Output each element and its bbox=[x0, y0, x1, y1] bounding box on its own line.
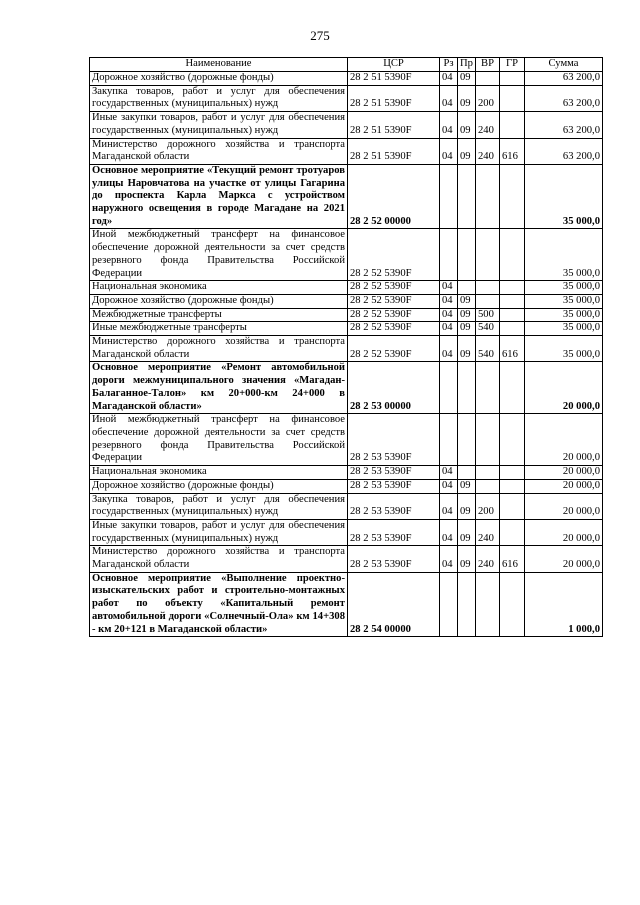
cell-pr bbox=[458, 414, 476, 466]
cell-vr: 240 bbox=[476, 546, 500, 572]
cell-gr bbox=[500, 294, 525, 308]
cell-pr bbox=[458, 466, 476, 480]
cell-pr: 09 bbox=[458, 85, 476, 111]
cell-vr bbox=[476, 281, 500, 295]
cell-rz: 04 bbox=[440, 493, 458, 519]
cell-rz bbox=[440, 414, 458, 466]
cell-vr: 540 bbox=[476, 322, 500, 336]
cell-csr: 28 2 52 5390F bbox=[348, 281, 440, 295]
cell-gr bbox=[500, 112, 525, 138]
cell-sum: 20 000,0 bbox=[525, 546, 603, 572]
table-row bbox=[90, 112, 603, 138]
cell-pr: 09 bbox=[458, 138, 476, 164]
cell-sum: 63 200,0 bbox=[525, 138, 603, 164]
table-row bbox=[90, 308, 603, 322]
cell-name: Иной межбюджетный трансферт на финансовое обеспечение дорожной деятельности за счет средств резервного фонда Правительства Российской Федерации bbox=[90, 229, 348, 281]
cell-sum: 20 000,0 bbox=[525, 493, 603, 519]
cell-vr bbox=[476, 572, 500, 637]
cell-pr: 09 bbox=[458, 493, 476, 519]
cell-gr: 616 bbox=[500, 336, 525, 362]
cell-gr bbox=[500, 164, 525, 229]
cell-name: Основное мероприятие «Текущий ремонт тротуаров улицы Наровчатова на участке от улицы Гагарина до проспекта Карла Маркса с устройством наружного освещения в городе Магадане на 2021 год» bbox=[90, 164, 348, 229]
cell-gr bbox=[500, 72, 525, 86]
cell-vr: 540 bbox=[476, 336, 500, 362]
cell-csr: 28 2 53 5390F bbox=[348, 479, 440, 493]
cell-sum: 35 000,0 bbox=[525, 229, 603, 281]
cell-name: Дорожное хозяйство (дорожные фонды) bbox=[90, 479, 348, 493]
cell-sum: 35 000,0 bbox=[525, 308, 603, 322]
cell-csr: 28 2 51 5390F bbox=[348, 112, 440, 138]
table-body bbox=[90, 72, 603, 637]
cell-csr: 28 2 51 5390F bbox=[348, 72, 440, 86]
cell-gr bbox=[500, 322, 525, 336]
cell-vr bbox=[476, 294, 500, 308]
cell-gr bbox=[500, 229, 525, 281]
cell-rz: 04 bbox=[440, 479, 458, 493]
cell-rz: 04 bbox=[440, 112, 458, 138]
cell-pr: 09 bbox=[458, 546, 476, 572]
cell-name: Министерство дорожного хозяйства и транспорта Магаданской области bbox=[90, 138, 348, 164]
cell-name: Межбюджетные трансферты bbox=[90, 308, 348, 322]
table-row bbox=[90, 138, 603, 164]
cell-sum: 20 000,0 bbox=[525, 414, 603, 466]
cell-sum: 20 000,0 bbox=[525, 519, 603, 545]
cell-rz: 04 bbox=[440, 72, 458, 86]
cell-pr: 09 bbox=[458, 294, 476, 308]
cell-csr: 28 2 52 5390F bbox=[348, 308, 440, 322]
cell-gr bbox=[500, 85, 525, 111]
cell-name: Закупка товаров, работ и услуг для обеспечения государственных (муниципальных) нужд bbox=[90, 85, 348, 111]
table-row bbox=[90, 322, 603, 336]
cell-name: Закупка товаров, работ и услуг для обеспечения государственных (муниципальных) нужд bbox=[90, 493, 348, 519]
cell-rz: 04 bbox=[440, 294, 458, 308]
cell-name: Иной межбюджетный трансферт на финансовое обеспечение дорожной деятельности за счет средств резервного фонда Правительства Российской Федерации bbox=[90, 414, 348, 466]
cell-sum: 35 000,0 bbox=[525, 294, 603, 308]
cell-gr bbox=[500, 466, 525, 480]
cell-sum: 20 000,0 bbox=[525, 479, 603, 493]
cell-gr bbox=[500, 281, 525, 295]
cell-vr: 200 bbox=[476, 493, 500, 519]
cell-rz bbox=[440, 229, 458, 281]
header-gr: ГР bbox=[500, 58, 525, 72]
cell-name: Дорожное хозяйство (дорожные фонды) bbox=[90, 72, 348, 86]
cell-vr bbox=[476, 229, 500, 281]
cell-rz bbox=[440, 164, 458, 229]
cell-name: Основное мероприятие «Выполнение проектно-изыскательских работ и строительно-монтажных работ по объекту «Капитальный ремонт автомобильной дороги «Солнечный-Ола» км 14+308 - км 20+121 в Магаданской области» bbox=[90, 572, 348, 637]
cell-pr bbox=[458, 164, 476, 229]
cell-pr bbox=[458, 229, 476, 281]
cell-sum: 63 200,0 bbox=[525, 85, 603, 111]
cell-gr bbox=[500, 493, 525, 519]
cell-csr: 28 2 52 5390F bbox=[348, 294, 440, 308]
table-header-row bbox=[90, 58, 603, 72]
table-row bbox=[90, 546, 603, 572]
cell-pr bbox=[458, 362, 476, 414]
cell-name: Национальная экономика bbox=[90, 281, 348, 295]
cell-pr: 09 bbox=[458, 112, 476, 138]
cell-pr: 09 bbox=[458, 479, 476, 493]
cell-vr bbox=[476, 414, 500, 466]
cell-rz: 04 bbox=[440, 336, 458, 362]
table-row bbox=[90, 229, 603, 281]
cell-rz: 04 bbox=[440, 308, 458, 322]
table-row bbox=[90, 493, 603, 519]
header-name: Наименование bbox=[90, 58, 348, 72]
cell-gr: 616 bbox=[500, 138, 525, 164]
budget-table bbox=[89, 57, 603, 637]
cell-rz: 04 bbox=[440, 281, 458, 295]
cell-sum: 20 000,0 bbox=[525, 466, 603, 480]
cell-sum: 63 200,0 bbox=[525, 72, 603, 86]
cell-rz: 04 bbox=[440, 466, 458, 480]
cell-rz: 04 bbox=[440, 519, 458, 545]
header-rz: Рз bbox=[440, 58, 458, 72]
table-row bbox=[90, 479, 603, 493]
cell-vr bbox=[476, 362, 500, 414]
cell-sum: 35 000,0 bbox=[525, 322, 603, 336]
cell-name: Иные закупки товаров, работ и услуг для обеспечения государственных (муниципальных) нужд bbox=[90, 519, 348, 545]
table-row bbox=[90, 72, 603, 86]
cell-name: Дорожное хозяйство (дорожные фонды) bbox=[90, 294, 348, 308]
table-row bbox=[90, 294, 603, 308]
cell-name: Иные межбюджетные трансферты bbox=[90, 322, 348, 336]
cell-pr: 09 bbox=[458, 519, 476, 545]
cell-vr: 200 bbox=[476, 85, 500, 111]
cell-csr: 28 2 53 5390F bbox=[348, 519, 440, 545]
table-row bbox=[90, 519, 603, 545]
cell-vr bbox=[476, 164, 500, 229]
cell-vr: 240 bbox=[476, 519, 500, 545]
cell-sum: 35 000,0 bbox=[525, 164, 603, 229]
cell-gr bbox=[500, 519, 525, 545]
table-row bbox=[90, 466, 603, 480]
cell-pr: 09 bbox=[458, 336, 476, 362]
cell-csr: 28 2 54 00000 bbox=[348, 572, 440, 637]
cell-csr: 28 2 53 5390F bbox=[348, 546, 440, 572]
cell-csr: 28 2 52 5390F bbox=[348, 229, 440, 281]
cell-csr: 28 2 52 5390F bbox=[348, 322, 440, 336]
page-number: 275 bbox=[310, 28, 330, 43]
table-row bbox=[90, 414, 603, 466]
cell-pr bbox=[458, 281, 476, 295]
cell-gr bbox=[500, 362, 525, 414]
cell-pr: 09 bbox=[458, 72, 476, 86]
cell-rz: 04 bbox=[440, 322, 458, 336]
table-row bbox=[90, 572, 603, 637]
cell-pr: 09 bbox=[458, 308, 476, 322]
cell-rz: 04 bbox=[440, 85, 458, 111]
cell-gr bbox=[500, 572, 525, 637]
table-row bbox=[90, 362, 603, 414]
cell-pr: 09 bbox=[458, 322, 476, 336]
cell-sum: 20 000,0 bbox=[525, 362, 603, 414]
cell-name: Министерство дорожного хозяйства и транспорта Магаданской области bbox=[90, 336, 348, 362]
cell-csr: 28 2 53 5390F bbox=[348, 493, 440, 519]
cell-gr bbox=[500, 479, 525, 493]
cell-name: Основное мероприятие «Ремонт автомобильной дороги межмуниципального значения «Магадан-Балаганное-Талон» км 20+000-км 24+000 в Магаданской области» bbox=[90, 362, 348, 414]
cell-vr: 240 bbox=[476, 112, 500, 138]
table-row bbox=[90, 85, 603, 111]
cell-name: Иные закупки товаров, работ и услуг для обеспечения государственных (муниципальных) нужд bbox=[90, 112, 348, 138]
table-row bbox=[90, 164, 603, 229]
cell-rz bbox=[440, 572, 458, 637]
cell-name: Министерство дорожного хозяйства и транспорта Магаданской области bbox=[90, 546, 348, 572]
cell-csr: 28 2 51 5390F bbox=[348, 138, 440, 164]
cell-sum: 63 200,0 bbox=[525, 112, 603, 138]
cell-vr bbox=[476, 72, 500, 86]
cell-gr bbox=[500, 308, 525, 322]
header-csr: ЦСР bbox=[348, 58, 440, 72]
cell-sum: 35 000,0 bbox=[525, 281, 603, 295]
cell-sum: 35 000,0 bbox=[525, 336, 603, 362]
cell-name: Национальная экономика bbox=[90, 466, 348, 480]
cell-csr: 28 2 53 5390F bbox=[348, 414, 440, 466]
cell-vr: 500 bbox=[476, 308, 500, 322]
cell-gr bbox=[500, 414, 525, 466]
cell-csr: 28 2 52 5390F bbox=[348, 336, 440, 362]
cell-sum: 1 000,0 bbox=[525, 572, 603, 637]
header-pr: Пр bbox=[458, 58, 476, 72]
cell-csr: 28 2 51 5390F bbox=[348, 85, 440, 111]
cell-vr bbox=[476, 466, 500, 480]
header-vr: ВР bbox=[476, 58, 500, 72]
cell-csr: 28 2 53 00000 bbox=[348, 362, 440, 414]
table-row bbox=[90, 281, 603, 295]
cell-rz bbox=[440, 362, 458, 414]
cell-pr bbox=[458, 572, 476, 637]
cell-csr: 28 2 52 00000 bbox=[348, 164, 440, 229]
cell-csr: 28 2 53 5390F bbox=[348, 466, 440, 480]
cell-gr: 616 bbox=[500, 546, 525, 572]
table-row bbox=[90, 336, 603, 362]
cell-vr: 240 bbox=[476, 138, 500, 164]
cell-rz: 04 bbox=[440, 138, 458, 164]
header-sum: Сумма bbox=[525, 58, 603, 72]
cell-vr bbox=[476, 479, 500, 493]
cell-rz: 04 bbox=[440, 546, 458, 572]
